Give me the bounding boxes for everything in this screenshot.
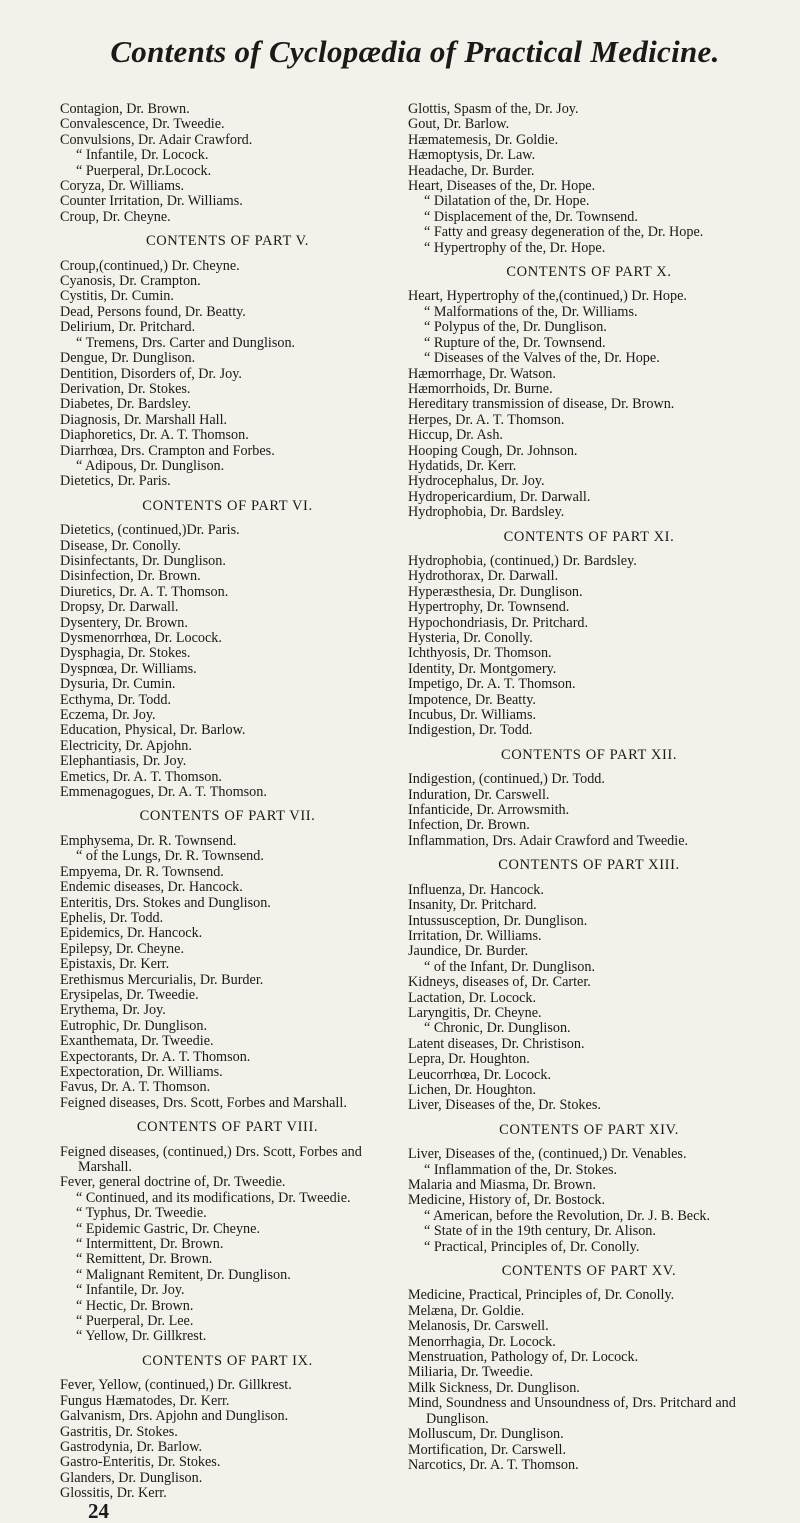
contents-entry: Lepra, Dr. Houghton. — [408, 1051, 530, 1068]
contents-entry: Heart, Diseases of the, Dr. Hope. — [408, 178, 596, 195]
sub-entry: “ of the Lungs, Dr. R. Townsend. — [76, 848, 264, 865]
contents-entry: Herpes, Dr. A. T. Thomson. — [408, 411, 565, 428]
contents-entry: Enteritis, Drs. Stokes and Dunglison. — [60, 894, 271, 911]
contents-entry: Indigestion, Dr. Todd. — [408, 722, 533, 739]
contents-entry: Indigestion, (continued,) Dr. Todd. — [408, 771, 605, 788]
contents-entry: Contagion, Dr. Brown. — [60, 101, 190, 117]
contents-entry: Malaria and Miasma, Dr. Brown. — [408, 1177, 596, 1193]
contents-entry: Gastritis, Dr. Stokes. — [60, 1423, 178, 1440]
contents-entry: Induration, Dr. Carswell. — [408, 786, 550, 803]
contents-entry: Favus, Dr. A. T. Thomson. — [60, 1079, 211, 1096]
contents-entry: Hæmorrhoids, Dr. Burne. — [408, 380, 553, 397]
contents-entry: Glossitis, Dr. Kerr. — [60, 1485, 167, 1502]
page-number: 24 — [88, 1498, 109, 1523]
part-heading: CONTENTS OF PART VII. — [139, 808, 316, 825]
contents-entry: Disease, Dr. Conolly. — [60, 537, 181, 554]
sub-entry: “ Hectic, Dr. Brown. — [76, 1297, 194, 1314]
contents-entry: Epilepsy, Dr. Cheyne. — [60, 940, 184, 957]
contents-entry: Dietetics, Dr. Paris. — [60, 473, 171, 490]
contents-entry: Kidneys, diseases of, Dr. Carter. — [408, 974, 591, 991]
contents-entry: Hypochondriasis, Dr. Pritchard. — [408, 614, 589, 631]
contents-entry: Miliaria, Dr. Tweedie. — [408, 1364, 534, 1381]
contents-entry: Dead, Persons found, Dr. Beatty. — [60, 303, 246, 320]
contents-entry: Ecthyma, Dr. Todd. — [60, 691, 172, 708]
contents-entry: Hypertrophy, Dr. Townsend. — [408, 599, 570, 616]
contents-entry: Identity, Dr. Montgomery. — [408, 660, 557, 677]
part-heading: CONTENTS OF PART XI. — [503, 528, 675, 545]
contents-entry: Emphysema, Dr. R. Townsend. — [60, 832, 237, 849]
contents-entry: Mind, Soundness and Unsoundness of, Drs. Pritchard and Dunglison. — [408, 1395, 736, 1427]
sub-entry: “ Epidemic Gastric, Dr. Cheyne. — [76, 1220, 260, 1237]
part-heading: CONTENTS OF PART VI. — [142, 497, 313, 514]
contents-entry: Medicine, Practical, Principles of, Dr. Conolly. — [408, 1287, 675, 1304]
contents-entry: Melanosis, Dr. Carswell. — [408, 1318, 549, 1335]
contents-entry: Galvanism, Drs. Apjohn and Dunglison. — [60, 1408, 289, 1425]
contents-entry: Lichen, Dr. Houghton. — [408, 1081, 537, 1098]
part-heading: CONTENTS OF PART V. — [145, 233, 310, 250]
contents-entry: Cystitis, Dr. Cumin. — [60, 288, 174, 305]
contents-entry: Hysteria, Dr. Conolly. — [408, 630, 533, 646]
contents-entry: Jaundice, Dr. Burder. — [408, 943, 529, 960]
contents-entry: Fever, Yellow, (continued,) Dr. Gillkrest. — [60, 1377, 292, 1394]
contents-entry: Dysentery, Dr. Brown. — [60, 614, 188, 631]
part-heading: CONTENTS OF PART VIII. — [136, 1119, 319, 1136]
contents-entry: Fungus Hæmatodes, Dr. Kerr. — [60, 1392, 230, 1409]
contents-entry: Croup, Dr. Cheyne. — [60, 208, 171, 225]
sub-entry: “ Adipous, Dr. Dunglison. — [76, 457, 225, 474]
contents-entry: Dysphagia, Dr. Stokes. — [60, 645, 191, 662]
contents-entry: Electricity, Dr. Apjohn. — [60, 737, 192, 754]
contents-entry: Influenza, Dr. Hancock. — [408, 881, 544, 898]
contents-entry: Hyperæsthesia, Dr. Dunglison. — [408, 583, 583, 600]
contents-entry: Coryza, Dr. Williams. — [60, 178, 185, 195]
part-heading: CONTENTS OF PART IX. — [142, 1352, 313, 1369]
contents-columns — [60, 101, 770, 1523]
contents-entry: Dengue, Dr. Dunglison. — [60, 350, 196, 367]
contents-entry: Diarrhœa, Drs. Crampton and Forbes. — [60, 442, 275, 459]
contents-entry: Derivation, Dr. Stokes. — [60, 380, 191, 397]
contents-entry: Emetics, Dr. A. T. Thomson. — [60, 768, 222, 785]
contents-entry: Irritation, Dr. Williams. — [408, 927, 542, 944]
sub-entry: “ State of in the 19th century, Dr. Alison. — [424, 1223, 656, 1240]
contents-entry: Menorrhagia, Dr. Locock. — [408, 1333, 556, 1350]
contents-entry: Lactation, Dr. Locock. — [408, 989, 537, 1006]
contents-entry: Hooping Cough, Dr. Johnson. — [408, 442, 578, 459]
contents-entry: Dyspnœa, Dr. Williams. — [60, 660, 197, 677]
right-column — [408, 102, 770, 1519]
contents-entry: Narcotics, Dr. A. T. Thomson. — [408, 1456, 579, 1473]
contents-entry: Dietetics, (continued,)Dr. Paris. — [60, 522, 240, 539]
contents-entry: Dropsy, Dr. Darwall. — [60, 599, 179, 616]
contents-entry: Delirium, Dr. Pritchard. — [60, 319, 196, 336]
part-heading: CONTENTS OF PART XIII. — [498, 857, 680, 874]
contents-entry: Hereditary transmission of disease, Dr. Brown. — [408, 396, 675, 413]
contents-entry: Convalescence, Dr. Tweedie. — [60, 116, 225, 133]
contents-entry: Diabetes, Dr. Bardsley. — [60, 396, 192, 413]
sub-entry: “ of the Infant, Dr. Dunglison. — [424, 958, 596, 975]
contents-entry: Dysmenorrhœa, Dr. Locock. — [60, 630, 222, 646]
page-title: Contents of Cyclopædia of Practical Medicine. — [110, 34, 720, 69]
part-heading: CONTENTS OF PART X. — [506, 264, 672, 281]
part-heading: CONTENTS OF PART XV. — [501, 1263, 677, 1280]
contents-entry: Eczema, Dr. Joy. — [60, 707, 156, 724]
contents-entry: Emmenagogues, Dr. A. T. Thomson. — [60, 784, 267, 801]
contents-entry: Feigned diseases, (continued,) Drs. Scott, Forbes and Marshall. — [60, 1143, 362, 1175]
contents-entry: Hydrothorax, Dr. Darwall. — [408, 568, 559, 585]
contents-entry: Epistaxis, Dr. Kerr. — [60, 956, 170, 973]
contents-entry: Intussusception, Dr. Dunglison. — [408, 912, 588, 929]
contents-entry: Latent diseases, Dr. Christison. — [408, 1035, 585, 1052]
contents-entry: Disinfectants, Dr. Dunglison. — [60, 552, 226, 569]
part-heading: CONTENTS OF PART XII. — [500, 746, 678, 763]
sub-entry: “ Practical, Principles of, Dr. Conolly. — [424, 1238, 640, 1255]
contents-entry: Erysipelas, Dr. Tweedie. — [60, 986, 199, 1003]
contents-entry: Feigned diseases, Drs. Scott, Forbes and Marshall. — [60, 1094, 347, 1111]
contents-entry: Laryngitis, Dr. Cheyne. — [408, 1004, 542, 1021]
sub-entry: “ Continued, and its modifications, Dr. Tweedie. — [76, 1189, 351, 1206]
sub-entry: “ Rupture of the, Dr. Townsend. — [424, 334, 606, 351]
contents-entry: Hydrophobia, Dr. Bardsley. — [408, 504, 565, 521]
contents-entry: Education, Physical, Dr. Barlow. — [60, 722, 246, 739]
contents-entry: Melæna, Dr. Goldie. — [408, 1302, 525, 1319]
contents-entry: Expectorants, Dr. A. T. Thomson. — [60, 1048, 251, 1065]
sub-entry: “ Dilatation of the, Dr. Hope. — [424, 193, 590, 210]
contents-entry: Menstruation, Pathology of, Dr. Locock. — [408, 1349, 639, 1366]
contents-entry: Medicine, History of, Dr. Bostock. — [408, 1192, 606, 1209]
left-column — [60, 101, 395, 1523]
sub-entry: “ Puerperal, Dr.Locock. — [76, 162, 212, 179]
sub-entry: “ Remittent, Dr. Brown. — [76, 1251, 213, 1268]
sub-entry: “ Malignant Remitent, Dr. Dunglison. — [76, 1266, 291, 1283]
contents-entry: Eutrophic, Dr. Dunglison. — [60, 1017, 207, 1034]
contents-entry: Endemic diseases, Dr. Hancock. — [60, 879, 243, 896]
contents-entry: Gout, Dr. Barlow. — [408, 116, 510, 133]
contents-entry: Gastro-Enteritis, Dr. Stokes. — [60, 1454, 221, 1471]
contents-entry: Ephelis, Dr. Todd. — [60, 909, 164, 926]
contents-entry: Mortification, Dr. Carswell. — [408, 1441, 567, 1458]
contents-entry: Infanticide, Dr. Arrowsmith. — [408, 802, 570, 819]
contents-entry: Croup,(continued,) Dr. Cheyne. — [60, 257, 240, 274]
sub-entry: “ Fatty and greasy degeneration of the, Dr. Hope. — [424, 224, 704, 241]
contents-entry: Inflammation, Drs. Adair Crawford and Tweedie. — [408, 832, 689, 849]
contents-entry: Headache, Dr. Burder. — [408, 162, 535, 179]
sub-entry: “ Intermittent, Dr. Brown. — [76, 1236, 224, 1253]
sub-entry: “ Infantile, Dr. Joy. — [76, 1282, 185, 1299]
contents-entry: Cyanosis, Dr. Crampton. — [60, 273, 201, 290]
contents-entry: Leucorrhœa, Dr. Locock. — [408, 1066, 551, 1083]
contents-entry: Heart, Hypertrophy of the,(continued,) Dr. Hope. — [408, 288, 687, 305]
contents-entry: Incubus, Dr. Williams. — [408, 707, 537, 724]
sub-entry: “ Chronic, Dr. Dunglison. — [424, 1020, 571, 1037]
contents-entry: Hydrocephalus, Dr. Joy. — [408, 473, 545, 490]
contents-entry: Erethismus Mercurialis, Dr. Burder. — [60, 971, 264, 988]
sub-entry: “ Polypus of the, Dr. Dunglison. — [424, 319, 607, 336]
contents-entry: Hæmatemesis, Dr. Goldie. — [408, 131, 559, 148]
contents-entry: Erythema, Dr. Joy. — [60, 1002, 166, 1019]
contents-entry: Elephantiasis, Dr. Joy. — [60, 753, 187, 770]
contents-entry: Ichthyosis, Dr. Thomson. — [408, 645, 552, 662]
contents-entry: Dentition, Disorders of, Dr. Joy. — [60, 365, 242, 382]
sub-entry: “ Malformations of the, Dr. Williams. — [424, 303, 638, 320]
contents-entry: Milk Sickness, Dr. Dunglison. — [408, 1379, 580, 1396]
contents-entry: Exanthemata, Dr. Tweedie. — [60, 1033, 214, 1050]
contents-entry: Fever, general doctrine of, Dr. Tweedie. — [60, 1174, 286, 1191]
sub-entry: “ Diseases of the Valves of the, Dr. Hope. — [424, 350, 660, 367]
sub-entry: “ Tremens, Drs. Carter and Dunglison. — [76, 334, 296, 351]
sub-entry: “ Yellow, Dr. Gillkrest. — [76, 1328, 207, 1345]
sub-entry: “ Inflammation of the, Dr. Stokes. — [424, 1161, 618, 1178]
sub-entry: “ Typhus, Dr. Tweedie. — [76, 1205, 207, 1222]
contents-entry: Dysuria, Dr. Cumin. — [60, 676, 176, 693]
sub-entry: “ Displacement of the, Dr. Townsend. — [424, 208, 638, 225]
contents-entry: Hydrophobia, (continued,) Dr. Bardsley. — [408, 552, 637, 569]
contents-entry: Empyema, Dr. R. Townsend. — [60, 863, 224, 880]
contents-entry: Counter Irritation, Dr. Williams. — [60, 193, 243, 210]
contents-entry: Hiccup, Dr. Ash. — [408, 427, 503, 444]
contents-entry: Diaphoretics, Dr. A. T. Thomson. — [60, 427, 249, 444]
sub-entry: “ American, before the Revolution, Dr. J. B. Beck. — [424, 1207, 711, 1224]
contents-entry: Molluscum, Dr. Dunglison. — [408, 1426, 564, 1443]
contents-entry: Convulsions, Dr. Adair Crawford. — [60, 131, 253, 148]
contents-entry: Gastrodynia, Dr. Barlow. — [60, 1438, 203, 1455]
contents-entry: Hæmorrhage, Dr. Watson. — [408, 365, 556, 382]
contents-entry: Liver, Diseases of the, Dr. Stokes. — [408, 1097, 601, 1114]
part-heading: CONTENTS OF PART XIV. — [499, 1121, 679, 1138]
contents-entry: Hydatids, Dr. Kerr. — [408, 457, 517, 474]
contents-entry: Liver, Diseases of the, (continued,) Dr. Venables. — [408, 1146, 687, 1163]
contents-entry: Infection, Dr. Brown. — [408, 817, 530, 834]
contents-entry: Hydropericardium, Dr. Darwall. — [408, 488, 591, 505]
contents-entry: Hæmoptysis, Dr. Law. — [408, 147, 536, 164]
contents-entry: Insanity, Dr. Pritchard. — [408, 897, 537, 914]
contents-entry: Impotence, Dr. Beatty. — [408, 691, 536, 708]
contents-entry: Epidemics, Dr. Hancock. — [60, 925, 203, 942]
contents-entry: Expectoration, Dr. Williams. — [60, 1063, 223, 1080]
contents-entry: Glanders, Dr. Dunglison. — [60, 1469, 203, 1486]
contents-entry: Glottis, Spasm of the, Dr. Joy. — [408, 101, 579, 117]
sub-entry: “ Puerperal, Dr. Lee. — [76, 1313, 194, 1330]
contents-entry: Diuretics, Dr. A. T. Thomson. — [60, 583, 229, 600]
sub-entry: “ Hypertrophy of the, Dr. Hope. — [424, 239, 606, 256]
sub-entry: “ Infantile, Dr. Locock. — [76, 147, 209, 164]
contents-entry: Diagnosis, Dr. Marshall Hall. — [60, 411, 228, 428]
contents-entry: Disinfection, Dr. Brown. — [60, 568, 201, 585]
contents-entry: Impetigo, Dr. A. T. Thomson. — [408, 676, 576, 693]
